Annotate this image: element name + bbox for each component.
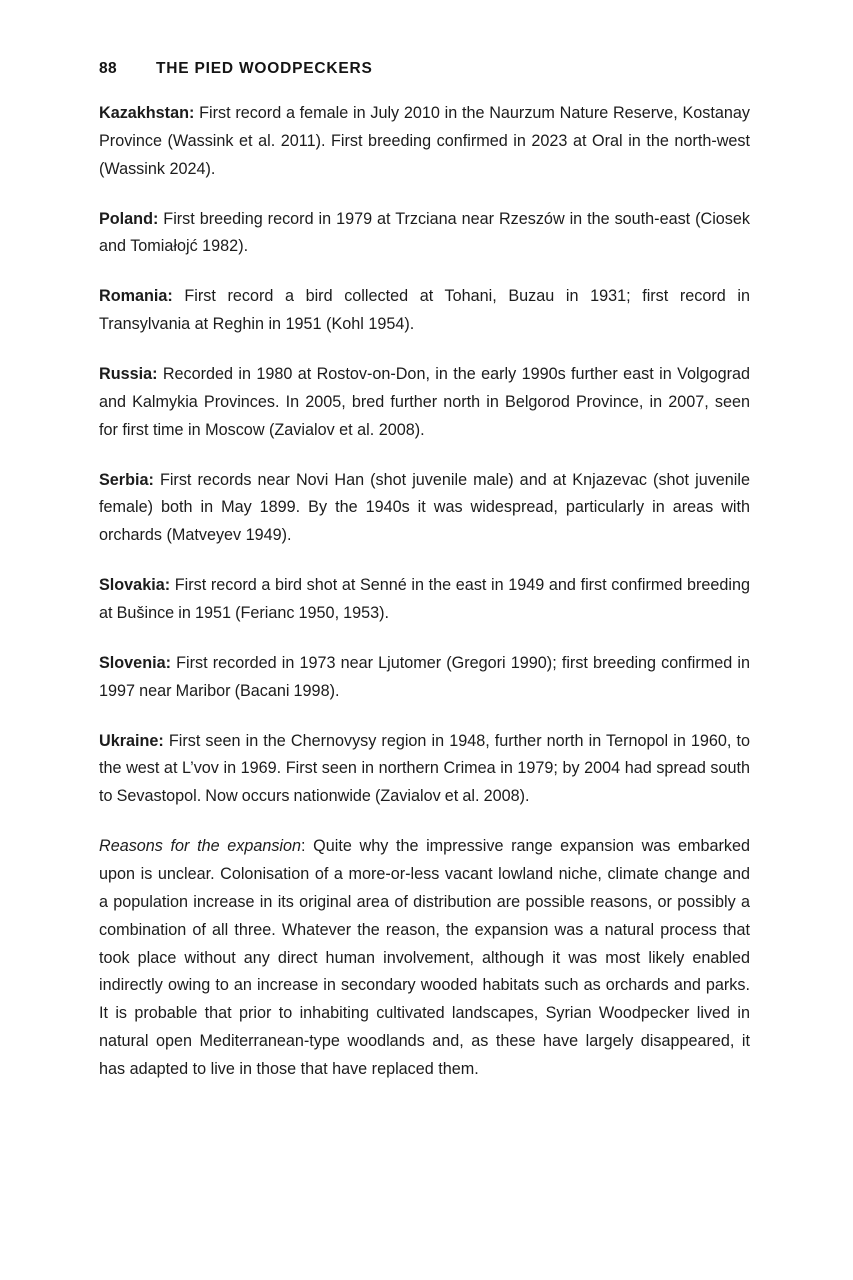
entry-label: Kazakhstan: <box>99 104 195 122</box>
entry-text: Recorded in 1980 at Rostov-on-Don, in the early 1990s further east in Volgograd and Kalmykia Provinces. In 2005, bred further north in Belgorod Province, in 2007, seen for first time in Moscow (Zavialov et al. 2008). <box>99 365 750 439</box>
entry-russia <box>99 361 750 445</box>
page-number: 88 <box>99 60 118 77</box>
running-head <box>99 60 750 78</box>
entry-text: First record a bird collected at Tohani, Buzau in 1931; first record in Transylvania at Reghin in 1951 (Kohl 1954). <box>99 287 750 334</box>
entry-ukraine <box>99 728 750 812</box>
entry-label: Ukraine: <box>99 731 164 750</box>
entry-text: First record a female in July 2010 in the Naurzum Nature Reserve, Kostanay Province (Wassink et al. 2011). First breeding confirmed in 2023 at Oral in the north-west (Wassink 2024). <box>99 104 750 178</box>
entry-text: First breeding record in 1979 at Trzciana near Rzeszów in the south-east (Ciosek and Tomiałojć 1982). <box>99 209 750 256</box>
entry-label: Russia: <box>99 365 158 384</box>
entry-slovenia <box>99 650 750 706</box>
entry-label: Poland: <box>99 209 159 228</box>
entry-slovakia <box>99 572 750 628</box>
entry-label: Serbia: <box>99 470 154 489</box>
entry-poland <box>99 206 750 262</box>
entry-serbia <box>99 467 750 551</box>
closing-paragraph <box>99 833 750 1084</box>
entry-kazakhstan <box>99 100 750 184</box>
entry-text: First records near Novi Han (shot juvenile male) and at Knjazevac (shot juvenile female) both in May 1899. By the 1940s it was widespread, particularly in areas with orchards (Matveyev 1949). <box>99 470 750 545</box>
entry-text: First seen in the Chernovysy region in 1948, further north in Ternopol in 1960, to the west at L’vov in 1969. First seen in northern Crimea in 1979; by 2004 had spread south to Sevastopol. Now occurs nationwide (Zavialov et al. 2008). <box>99 731 750 806</box>
closing-label: Reasons for the expansion <box>99 837 302 856</box>
entry-text: First recorded in 1973 near Ljutomer (Gregori 1990); first breeding confirmed in 1997 near Maribor (Bacani 1998). <box>99 653 750 700</box>
entry-label: Slovenia: <box>99 653 171 672</box>
chapter-title: THE PIED WOODPECKERS <box>156 60 373 77</box>
entry-label: Romania: <box>99 287 173 306</box>
closing-text: : Quite why the impressive range expansion was embarked upon is unclear. Colonisation of a more-or-less vacant lowland niche, climate change and a population increase in its original area of distribution are possible reasons, or possibly a combination of all three. Whatever the reason, the expansion was a natural process that took place without any direct human involvement, although it was most likely enabled indirectly owing to an increase in secondary wooded habitats such as orchards and parks. It is probable that prior to inhabiting cultivated landscapes, Syrian Woodpecker lived in natural open Mediterranean-type woodlands and, as these have largely disappeared, it has adapted to live in those that have replaced them. <box>99 837 750 1079</box>
entry-label: Slovakia: <box>99 576 171 595</box>
entry-romania <box>99 283 750 339</box>
entry-text: First record a bird shot at Senné in the east in 1949 and first confirmed breeding at Bušince in 1951 (Ferianc 1950, 1953). <box>99 576 750 623</box>
